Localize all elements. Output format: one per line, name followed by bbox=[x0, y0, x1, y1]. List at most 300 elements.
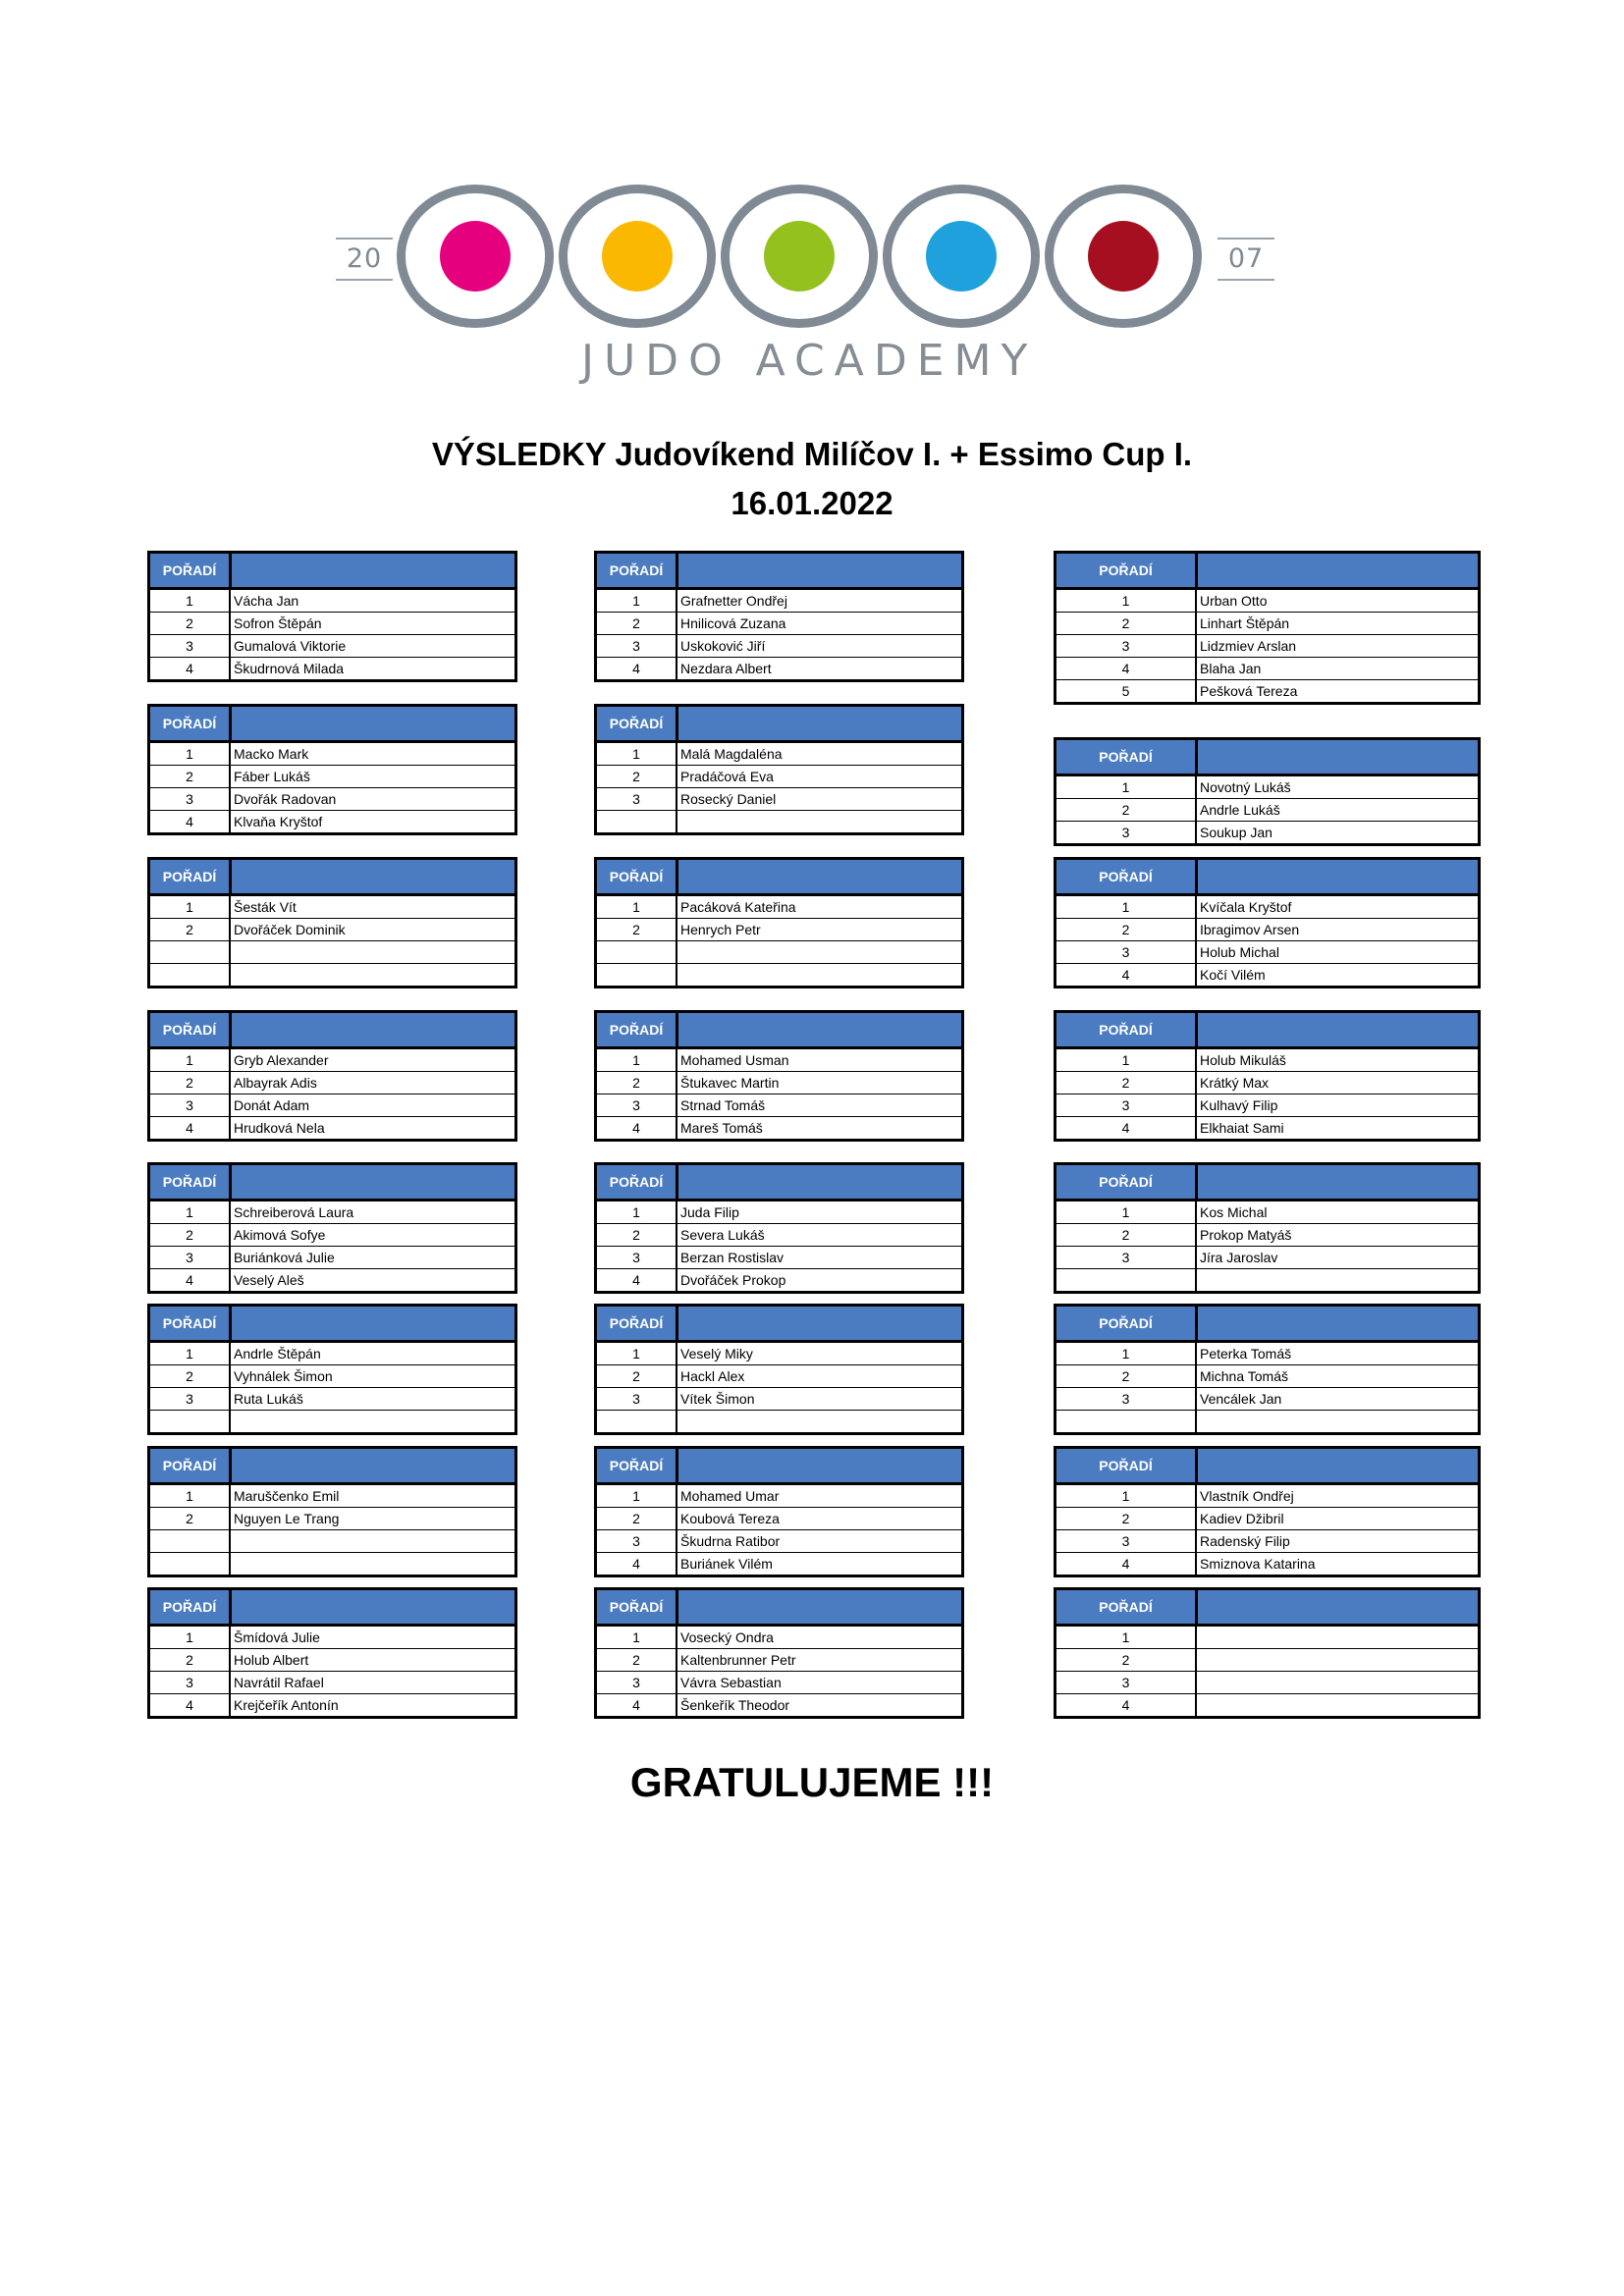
table-row bbox=[597, 811, 961, 832]
place-cell: 2 bbox=[1056, 1365, 1197, 1387]
header-label: POŘADÍ bbox=[150, 554, 232, 587]
table-row bbox=[1056, 1365, 1478, 1388]
name-cell: Štukavec Martin bbox=[680, 1075, 780, 1091]
table-header bbox=[150, 1307, 514, 1343]
table-row bbox=[1056, 919, 1478, 941]
table-row bbox=[1056, 1072, 1478, 1095]
place-cell: 2 bbox=[150, 1508, 231, 1529]
table-header bbox=[1056, 554, 1478, 590]
table-header bbox=[150, 1449, 514, 1485]
table-row bbox=[1056, 776, 1478, 799]
table-header bbox=[597, 1013, 961, 1049]
name-cell bbox=[231, 1411, 514, 1432]
place-cell: 2 bbox=[150, 1365, 231, 1387]
place-cell: 1 bbox=[597, 896, 677, 918]
results-table bbox=[1054, 1304, 1481, 1435]
name-cell: Andrle Štěpán bbox=[234, 1346, 321, 1362]
name-cell: Pacáková Kateřina bbox=[680, 899, 796, 915]
table-row bbox=[1056, 1224, 1478, 1247]
table-row bbox=[1056, 635, 1478, 658]
place-cell: 3 bbox=[1056, 1530, 1197, 1552]
place-cell: 4 bbox=[150, 811, 231, 832]
table-header bbox=[150, 707, 514, 743]
name-cell: Malá Magdaléna bbox=[680, 746, 783, 762]
table-row bbox=[1056, 1694, 1478, 1716]
name-cell: Juda Filip bbox=[680, 1204, 739, 1220]
table-header bbox=[1056, 1307, 1478, 1343]
name-cell: Holub Michal bbox=[1200, 944, 1279, 960]
place-cell: 1 bbox=[150, 896, 231, 918]
header-label: POŘADÍ bbox=[150, 707, 232, 740]
name-cell bbox=[677, 941, 961, 963]
place-cell: 3 bbox=[150, 635, 231, 657]
place-cell: 1 bbox=[150, 590, 231, 612]
place-cell: 1 bbox=[1056, 896, 1197, 918]
header-blank bbox=[678, 860, 961, 893]
place-cell: 2 bbox=[1056, 1508, 1197, 1529]
header-label: POŘADÍ bbox=[1056, 554, 1198, 587]
place-cell: 4 bbox=[150, 658, 231, 679]
table-row bbox=[597, 1508, 961, 1530]
table-row bbox=[150, 1508, 514, 1530]
name-cell: Linhart Štěpán bbox=[1200, 615, 1290, 631]
table-header bbox=[150, 554, 514, 590]
place-cell: 2 bbox=[597, 613, 677, 634]
place-cell: 1 bbox=[150, 1049, 231, 1071]
header-blank bbox=[678, 554, 961, 587]
place-cell: 4 bbox=[1056, 1117, 1197, 1139]
table-row bbox=[597, 613, 961, 635]
table-row bbox=[597, 896, 961, 919]
place-cell: 3 bbox=[597, 1530, 677, 1552]
table-row bbox=[597, 1672, 961, 1694]
place-cell: 2 bbox=[1056, 799, 1197, 821]
table-header bbox=[597, 707, 961, 743]
name-cell: Vítek Šimon bbox=[680, 1391, 755, 1407]
name-cell: Kulhavý Filip bbox=[1200, 1097, 1278, 1113]
name-cell bbox=[1197, 1672, 1478, 1693]
name-cell: Kos Michal bbox=[1200, 1204, 1268, 1220]
table-row bbox=[597, 1049, 961, 1072]
place-cell: 1 bbox=[597, 590, 677, 612]
place-cell bbox=[1056, 1269, 1197, 1291]
header-label: POŘADÍ bbox=[1056, 740, 1198, 774]
table-header bbox=[1056, 1590, 1478, 1627]
place-cell: 2 bbox=[150, 919, 231, 940]
place-cell: 3 bbox=[150, 1095, 231, 1116]
results-table bbox=[147, 1304, 517, 1435]
table-row bbox=[1056, 822, 1478, 843]
table-row bbox=[597, 1694, 961, 1716]
place-cell bbox=[597, 811, 677, 832]
results-table bbox=[594, 1162, 964, 1294]
table-row bbox=[597, 635, 961, 658]
table-header bbox=[150, 860, 514, 896]
name-cell: Albayrak Adis bbox=[234, 1075, 317, 1091]
name-cell: Kaltenbrunner Petr bbox=[680, 1652, 796, 1668]
table-row bbox=[1056, 1388, 1478, 1411]
name-cell: Holub Albert bbox=[234, 1652, 309, 1668]
name-cell: Schreiberová Laura bbox=[234, 1204, 354, 1220]
place-cell: 3 bbox=[1056, 941, 1197, 963]
name-cell: Hrudková Nela bbox=[234, 1120, 325, 1136]
logo-dot bbox=[764, 221, 835, 292]
logo-dot bbox=[926, 221, 997, 292]
table-row bbox=[597, 1411, 961, 1432]
place-cell: 2 bbox=[150, 613, 231, 634]
table-row bbox=[597, 1117, 961, 1139]
header-label: POŘADÍ bbox=[1056, 1165, 1198, 1199]
name-cell: Holub Mikuláš bbox=[1200, 1052, 1286, 1068]
table-header bbox=[1056, 1165, 1478, 1201]
results-table bbox=[147, 1446, 517, 1577]
congratulations-text: GRATULUJEME !!! bbox=[629, 1759, 995, 1805]
place-cell: 2 bbox=[597, 1224, 677, 1246]
name-cell bbox=[231, 1530, 514, 1552]
name-cell: Buriánková Julie bbox=[234, 1250, 335, 1265]
place-cell bbox=[1056, 1411, 1197, 1432]
table-row bbox=[150, 1269, 514, 1291]
table-row bbox=[1056, 1672, 1478, 1694]
logo-text: JUDO ACADEMY bbox=[581, 336, 1038, 386]
place-cell: 2 bbox=[150, 1072, 231, 1094]
place-cell: 2 bbox=[1056, 919, 1197, 940]
name-cell bbox=[1197, 1694, 1478, 1716]
place-cell: 4 bbox=[1056, 964, 1197, 986]
results-table bbox=[1054, 857, 1481, 988]
table-row bbox=[150, 1343, 514, 1365]
table-row bbox=[597, 1072, 961, 1095]
name-cell: Andrle Lukáš bbox=[1200, 802, 1280, 818]
name-cell: Vlastník Ondřej bbox=[1200, 1488, 1294, 1504]
table-row bbox=[597, 1649, 961, 1672]
name-cell bbox=[1197, 1627, 1478, 1648]
table-row bbox=[150, 1627, 514, 1649]
table-header bbox=[597, 860, 961, 896]
header-blank bbox=[232, 1449, 514, 1482]
table-row bbox=[150, 743, 514, 766]
header-label: POŘADÍ bbox=[150, 1307, 232, 1340]
table-row bbox=[150, 941, 514, 964]
place-cell: 3 bbox=[1056, 1672, 1197, 1693]
place-cell: 3 bbox=[150, 788, 231, 810]
table-row bbox=[597, 1627, 961, 1649]
table-row bbox=[597, 1553, 961, 1575]
place-cell: 3 bbox=[150, 1672, 231, 1693]
place-cell: 2 bbox=[597, 1508, 677, 1529]
place-cell: 1 bbox=[150, 1201, 231, 1223]
name-cell: Smiznova Katarina bbox=[1200, 1556, 1316, 1572]
logo-ring bbox=[559, 185, 716, 328]
name-cell: Veselý Miky bbox=[680, 1346, 753, 1362]
table-row bbox=[597, 1485, 961, 1508]
table-header bbox=[597, 1165, 961, 1201]
logo-ring bbox=[1045, 185, 1202, 328]
place-cell: 4 bbox=[597, 1117, 677, 1139]
table-row bbox=[1056, 964, 1478, 986]
place-cell: 2 bbox=[150, 1224, 231, 1246]
logo-dot bbox=[1088, 221, 1159, 292]
place-cell: 3 bbox=[1056, 635, 1197, 657]
table-row bbox=[597, 941, 961, 964]
table-row bbox=[150, 919, 514, 941]
header-blank bbox=[1198, 1165, 1478, 1199]
table-row bbox=[150, 1247, 514, 1269]
results-table bbox=[1054, 1446, 1481, 1577]
table-row bbox=[150, 1072, 514, 1095]
results-table bbox=[594, 704, 964, 835]
place-cell bbox=[597, 1411, 677, 1432]
table-row bbox=[597, 964, 961, 986]
place-cell: 1 bbox=[597, 1201, 677, 1223]
table-header bbox=[597, 554, 961, 590]
name-cell: Grafnetter Ondřej bbox=[680, 593, 787, 609]
header-blank bbox=[1198, 1449, 1478, 1482]
place-cell: 2 bbox=[597, 766, 677, 787]
name-cell: Vácha Jan bbox=[234, 593, 299, 609]
results-table bbox=[147, 704, 517, 835]
name-cell: Gryb Alexander bbox=[234, 1052, 329, 1068]
place-cell: 1 bbox=[1056, 1201, 1197, 1223]
place-cell: 3 bbox=[150, 1247, 231, 1268]
name-cell: Urban Otto bbox=[1200, 593, 1268, 609]
place-cell bbox=[150, 1553, 231, 1575]
name-cell: Kočí Vilém bbox=[1200, 967, 1266, 983]
table-row bbox=[1056, 1553, 1478, 1575]
table-row bbox=[597, 1095, 961, 1117]
name-cell: Radenský Filip bbox=[1200, 1533, 1290, 1549]
table-row bbox=[150, 1694, 514, 1716]
place-cell: 1 bbox=[1056, 1485, 1197, 1507]
table-header bbox=[150, 1165, 514, 1201]
header-blank bbox=[1198, 1590, 1478, 1624]
name-cell bbox=[677, 964, 961, 986]
place-cell: 2 bbox=[1056, 613, 1197, 634]
place-cell bbox=[150, 1411, 231, 1432]
header-blank bbox=[232, 1590, 514, 1624]
place-cell: 4 bbox=[150, 1117, 231, 1139]
place-cell: 2 bbox=[1056, 1072, 1197, 1094]
header-blank bbox=[232, 1307, 514, 1340]
results-table bbox=[594, 1010, 964, 1142]
header-label: POŘADÍ bbox=[597, 554, 678, 587]
logo-year-left: 20 bbox=[336, 238, 393, 281]
name-cell: Kvíčala Kryštof bbox=[1200, 899, 1292, 915]
table-header bbox=[1056, 860, 1478, 896]
table-row bbox=[597, 1388, 961, 1411]
table-row bbox=[1056, 1201, 1478, 1224]
table-row bbox=[150, 811, 514, 832]
place-cell: 1 bbox=[1056, 1049, 1197, 1071]
name-cell: Pradáčová Eva bbox=[680, 769, 774, 784]
name-cell: Koubová Tereza bbox=[680, 1511, 780, 1526]
header-blank bbox=[1198, 860, 1478, 893]
place-cell: 2 bbox=[150, 766, 231, 787]
name-cell: Hnilicová Zuzana bbox=[680, 615, 786, 631]
place-cell: 1 bbox=[1056, 776, 1197, 798]
header-blank bbox=[1198, 740, 1478, 774]
logo-dot bbox=[440, 221, 511, 292]
logo-ring bbox=[721, 185, 878, 328]
place-cell: 3 bbox=[597, 1672, 677, 1693]
table-row bbox=[150, 590, 514, 613]
table-header bbox=[1056, 740, 1478, 776]
name-cell: Šmídová Julie bbox=[234, 1629, 320, 1645]
name-cell: Pešková Tereza bbox=[1200, 683, 1298, 699]
name-cell: Mareš Tomáš bbox=[680, 1120, 763, 1136]
header-label: POŘADÍ bbox=[150, 860, 232, 893]
place-cell: 1 bbox=[597, 743, 677, 765]
place-cell: 3 bbox=[597, 635, 677, 657]
place-cell: 1 bbox=[597, 1627, 677, 1648]
name-cell: Donát Adam bbox=[234, 1097, 310, 1113]
header-label: POŘADÍ bbox=[1056, 860, 1198, 893]
table-row bbox=[150, 1530, 514, 1553]
table-header bbox=[1056, 1013, 1478, 1049]
results-table bbox=[594, 1304, 964, 1435]
name-cell: Vosecký Ondra bbox=[680, 1629, 774, 1645]
table-row bbox=[1056, 590, 1478, 613]
header-blank bbox=[232, 554, 514, 587]
name-cell: Klvaňa Kryštof bbox=[234, 814, 323, 829]
table-row bbox=[597, 919, 961, 941]
table-row bbox=[1056, 1247, 1478, 1269]
name-cell: Ruta Lukáš bbox=[234, 1391, 303, 1407]
table-row bbox=[1056, 1530, 1478, 1553]
table-row bbox=[1056, 1095, 1478, 1117]
place-cell: 1 bbox=[1056, 1627, 1197, 1648]
table-row bbox=[597, 1365, 961, 1388]
table-row bbox=[150, 1201, 514, 1224]
table-row bbox=[150, 613, 514, 635]
table-header bbox=[597, 1307, 961, 1343]
place-cell: 4 bbox=[597, 1269, 677, 1291]
name-cell: Šenkeřík Theodor bbox=[680, 1697, 790, 1713]
results-table bbox=[147, 1010, 517, 1142]
name-cell: Severa Lukáš bbox=[680, 1227, 765, 1243]
place-cell: 2 bbox=[1056, 1649, 1197, 1671]
name-cell: Vávra Sebastian bbox=[680, 1675, 782, 1690]
header-label: POŘADÍ bbox=[1056, 1307, 1198, 1340]
table-row bbox=[1056, 1049, 1478, 1072]
table-row bbox=[1056, 941, 1478, 964]
place-cell: 3 bbox=[1056, 1247, 1197, 1268]
place-cell: 1 bbox=[1056, 590, 1197, 612]
table-row bbox=[150, 1553, 514, 1575]
header-blank bbox=[232, 1165, 514, 1199]
results-table bbox=[1054, 1587, 1481, 1719]
place-cell: 2 bbox=[150, 1649, 231, 1671]
name-cell: Macko Mark bbox=[234, 746, 309, 762]
place-cell: 1 bbox=[597, 1343, 677, 1364]
place-cell: 4 bbox=[150, 1694, 231, 1716]
table-row bbox=[150, 1485, 514, 1508]
table-row bbox=[597, 1224, 961, 1247]
page-title: VÝSLEDKY Judovíkend Milíčov I. + Essimo Cup I. bbox=[431, 436, 1193, 472]
name-cell: Strnad Tomáš bbox=[680, 1097, 766, 1113]
table-row bbox=[1056, 1485, 1478, 1508]
place-cell: 2 bbox=[597, 1365, 677, 1387]
place-cell: 1 bbox=[597, 1485, 677, 1507]
place-cell bbox=[150, 1530, 231, 1552]
place-cell: 4 bbox=[150, 1269, 231, 1291]
place-cell bbox=[597, 941, 677, 963]
table-row bbox=[150, 658, 514, 679]
table-row bbox=[150, 1365, 514, 1388]
name-cell: Hackl Alex bbox=[680, 1368, 745, 1384]
table-row bbox=[150, 1117, 514, 1139]
table-row bbox=[597, 1247, 961, 1269]
name-cell: Nguyen Le Trang bbox=[234, 1511, 340, 1526]
place-cell: 3 bbox=[1056, 1095, 1197, 1116]
name-cell: Fáber Lukáš bbox=[234, 769, 310, 784]
place-cell: 4 bbox=[1056, 1553, 1197, 1575]
name-cell: Dvořáček Prokop bbox=[680, 1272, 786, 1288]
place-cell: 3 bbox=[597, 1247, 677, 1268]
place-cell: 4 bbox=[1056, 658, 1197, 679]
name-cell: Peterka Tomáš bbox=[1200, 1346, 1292, 1362]
table-row bbox=[597, 766, 961, 788]
place-cell: 3 bbox=[1056, 1388, 1197, 1410]
header-label: POŘADÍ bbox=[150, 1013, 232, 1046]
name-cell: Prokop Matyáš bbox=[1200, 1227, 1292, 1243]
table-row bbox=[150, 766, 514, 788]
table-row bbox=[597, 743, 961, 766]
header-blank bbox=[1198, 554, 1478, 587]
header-label: POŘADÍ bbox=[1056, 1449, 1198, 1482]
table-row bbox=[1056, 658, 1478, 680]
name-cell: Berzan Rostislav bbox=[680, 1250, 785, 1265]
header-blank bbox=[678, 1449, 961, 1482]
table-row bbox=[150, 635, 514, 658]
results-table bbox=[594, 857, 964, 988]
place-cell: 2 bbox=[597, 1072, 677, 1094]
name-cell: Krejčeřík Antonín bbox=[234, 1697, 339, 1713]
name-cell: Soukup Jan bbox=[1200, 825, 1272, 840]
header-blank bbox=[232, 860, 514, 893]
header-label: POŘADÍ bbox=[150, 1165, 232, 1199]
place-cell bbox=[597, 964, 677, 986]
place-cell: 4 bbox=[597, 1694, 677, 1716]
header-blank bbox=[678, 1013, 961, 1046]
place-cell: 1 bbox=[150, 743, 231, 765]
table-row bbox=[1056, 799, 1478, 822]
name-cell: Nezdara Albert bbox=[680, 661, 772, 676]
place-cell: 3 bbox=[597, 1095, 677, 1116]
name-cell: Škudrnová Milada bbox=[234, 661, 345, 676]
header-blank bbox=[678, 707, 961, 740]
name-cell bbox=[677, 1411, 961, 1432]
name-cell: Gumalová Viktorie bbox=[234, 638, 347, 654]
table-row bbox=[1056, 1411, 1478, 1432]
name-cell bbox=[1197, 1269, 1478, 1291]
header-label: POŘADÍ bbox=[597, 1307, 678, 1340]
header-label: POŘADÍ bbox=[597, 1449, 678, 1482]
place-cell: 5 bbox=[1056, 680, 1197, 702]
table-row bbox=[150, 1049, 514, 1072]
table-row bbox=[150, 964, 514, 986]
judo-academy-logo bbox=[324, 177, 1267, 412]
name-cell: Uskoković Jiří bbox=[680, 638, 766, 654]
header-blank bbox=[232, 1013, 514, 1046]
place-cell: 4 bbox=[1056, 1694, 1197, 1716]
table-row bbox=[597, 1530, 961, 1553]
name-cell: Dvořáček Dominik bbox=[234, 922, 346, 937]
table-row bbox=[150, 1224, 514, 1247]
table-row bbox=[1056, 1269, 1478, 1291]
header-blank bbox=[1198, 1307, 1478, 1340]
table-row bbox=[597, 1269, 961, 1291]
